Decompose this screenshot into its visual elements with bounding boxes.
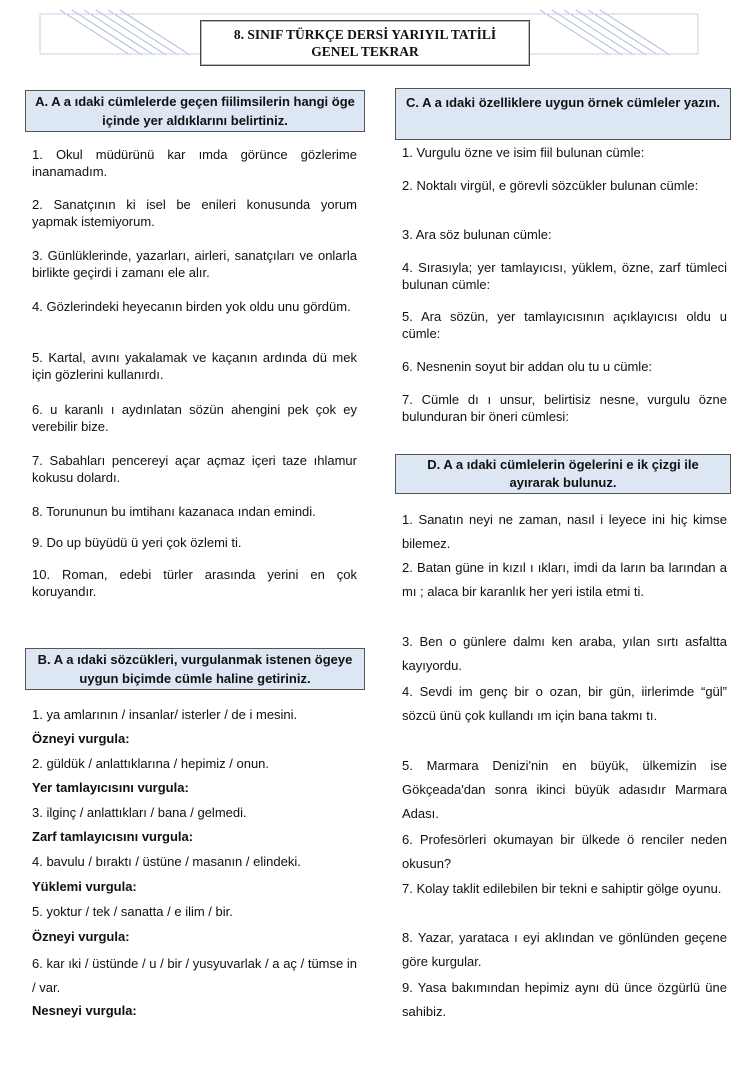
section-b-label-5: Özneyi vurgula: <box>32 929 130 944</box>
section-b-label-2: Yer tamlayıcısını vurgula: <box>32 780 189 795</box>
section-a-item-10: 10. Roman, edebi türler arasında yerini en çok koruyandır. <box>32 567 357 599</box>
section-d-item-1: 1. Sanatın neyi ne zaman, nasıl i leyece ini hiç kimse bilemez. <box>402 512 727 551</box>
section-b-label-3: Zarf tamlayıcısını vurgula: <box>32 829 194 844</box>
section-a-item-3: 3. Günlüklerinde, yazarları, airleri, sanatçıları ve onlarla birlikte geçirdi i zamanı ele alır. <box>32 248 357 280</box>
section-c-item-3: 3. Ara söz bulunan cümle: <box>402 227 552 242</box>
section-b-label-1: Özneyi vurgula: <box>32 731 130 746</box>
section-a-item-9: 9. Do up büyüdü ü yeri çok özlemi ti. <box>32 535 242 550</box>
title-line-2: GENEL TEKRAR <box>311 44 419 59</box>
section-d-item-3: 3. Ben o günlere dalmı ken araba, yılan sırtı asfaltta kayıyordu. <box>402 634 727 673</box>
section-a-item-4: 4. Gözlerindeki heyecanın birden yok oldu unu gördüm. <box>32 299 351 314</box>
section-d-item-8: 8. Yazar, yarataca ı eyi aklından ve gönlünden geçene göre kurgular. <box>402 930 727 969</box>
section-d-item-9: 9. Yasa bakımından hepimiz aynı dü ünce özgürlü üne sahibiz. <box>402 980 727 1019</box>
section-c-header: C. A a ıdaki özelliklere uygun örnek cümleler yazın. <box>395 88 731 140</box>
section-b-item-3: 3. ilginç / anlattıkları / bana / gelmedi. <box>32 805 247 820</box>
title-line-1: 8. SINIF TÜRKÇE DERSİ YARIYIL TATİLİ <box>233 27 497 42</box>
section-a-item-6: 6. u karanlı ı aydınlatan sözün ahengini pek çok ey verebilir bize. <box>32 402 357 434</box>
section-b-item-6: 6. kar ıki / üstünde / u / bir / yusyuvarlak / a aç / tümse in / var. <box>32 956 357 995</box>
section-a-item-5: 5. Kartal, avını yakalamak ve kaçanın ardında dü mek için gözlerini kullanırdı. <box>32 350 357 382</box>
section-b-item-4: 4. bavulu / bıraktı / üstüne / masanın / elindeki. <box>32 854 301 869</box>
section-d-item-5: 5. Marmara Denizi'nin en büyük, ülkemizin ise Gökçeada'dan sonra ikinci büyük adasıdır Marmara Adası. <box>402 758 727 821</box>
section-c-item-4: 4. Sırasıyla; yer tamlayıcısı, yüklem, özne, zarf tümleci bulunan cümle: <box>402 260 727 292</box>
section-b-item-5: 5. yoktur / tek / sanatta / e ilim / bir. <box>32 904 233 919</box>
section-d-item-7: 7. Kolay taklit edilebilen bir tekni e sahiptir gölge oyunu. <box>402 881 722 896</box>
section-c-item-6: 6. Nesnenin soyut bir addan olu tu u cümle: <box>402 359 653 374</box>
section-a-header: A. A a ıdaki cümlelerde geçen fiilimsilerin hangi öge içinde yer aldıklarını belirtiniz. <box>25 90 365 132</box>
section-b-item-1: 1. ya amlarının / insanlar/ isterler / de i mesini. <box>32 707 298 722</box>
section-c-item-2: 2. Noktalı virgül, e görevli sözcükler bulunan cümle: <box>402 178 699 193</box>
section-d-item-6: 6. Profesörleri okumayan bir ülkede ö renciler neden okusun? <box>402 832 727 871</box>
section-b-label-4: Yüklemi vurgula: <box>32 879 137 894</box>
section-a-item-8: 8. Torununun bu imtihanı kazanaca ından emindi. <box>32 504 316 519</box>
section-b-label-6: Nesneyi vurgula: <box>32 1003 137 1018</box>
section-b-header: B. A a ıdaki sözcükleri, vurgulanmak istenen ögeye uygun biçimde cümle haline getiriniz. <box>25 648 365 690</box>
section-c-item-1: 1. Vurgulu özne ve isim fiil bulunan cümle: <box>402 145 645 160</box>
page-title <box>200 20 530 66</box>
section-a-item-1: 1. Okul müdürünü kar ımda görünce gözlerime inanamadım. <box>32 147 357 179</box>
section-d-header: D. A a ıdaki cümlelerin ögelerini e ik çizgi ile ayırarak bulunuz. <box>395 454 731 494</box>
section-b-item-2: 2. güldük / anlattıklarına / hepimiz / onun. <box>32 756 270 771</box>
section-a-item-2: 2. Sanatçının ki isel be enileri konusunda yorum yapmak istemiyorum. <box>32 197 357 229</box>
section-c-item-7: 7. Cümle dı ı unsur, belirtisiz nesne, vurgulu özne bulunduran bir öneri cümlesi: <box>402 392 727 424</box>
section-d-item-4: 4. Sevdi im genç bir o ozan, bir gün, iirlerimde “gül” sözcü ünü çok kullandı ım için bana takmı tı. <box>402 684 727 723</box>
section-c-item-5: 5. Ara sözün, yer tamlayıcısının açıklayıcısı oldu u cümle: <box>402 309 727 341</box>
section-d-item-2: 2. Batan güne in kızıl ı ıkları, imdi da ların ba larından a mı ; alaca bir karanlık her yeri istila etmi ti. <box>402 560 727 599</box>
section-a-item-7: 7. Sabahları pencereyi açar açmaz içeri taze ıhlamur kokusu dolardı. <box>32 453 357 485</box>
